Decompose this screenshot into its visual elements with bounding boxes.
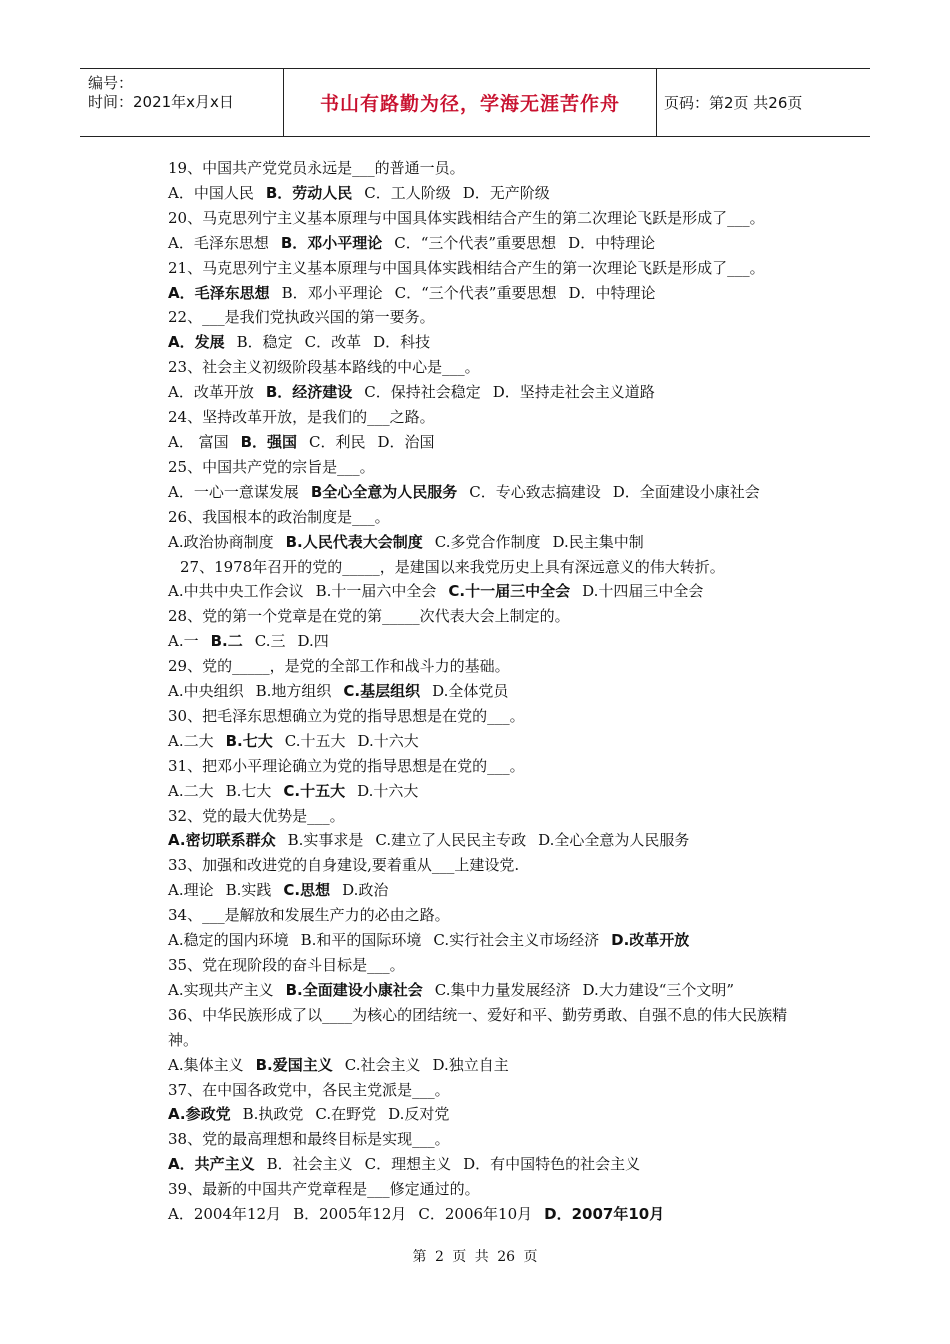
question-text: 31、把邓小平理论确立为党的指导思想是在党的___。	[168, 756, 525, 775]
question-options	[168, 629, 808, 654]
document-code-label: 编号：	[88, 74, 134, 92]
answer-option-correct: B.七大	[225, 731, 273, 750]
answer-option: B.地方组织	[255, 682, 332, 701]
question-options	[168, 181, 808, 206]
answer-option: A.二大	[168, 781, 214, 800]
answer-option-correct: B.爱国主义	[255, 1055, 333, 1074]
answer-option: A.政治协商制度	[168, 532, 274, 551]
answer-option: D．坚持走社会主义道路	[492, 383, 655, 402]
answer-option: C.建立了人民民主专政	[375, 831, 527, 850]
answer-option-correct: A.参政党	[168, 1105, 231, 1124]
question-text: 25、中国共产党的宗旨是___。	[168, 457, 375, 476]
answer-option: D.政治	[342, 881, 389, 900]
answer-option: C．改革	[304, 333, 362, 352]
answer-option: A.稳定的国内环境	[168, 931, 289, 950]
answer-option-correct: B．经济建设	[265, 383, 353, 402]
question-options	[168, 779, 808, 804]
header-motto-cell	[284, 69, 657, 136]
question-options	[168, 828, 808, 853]
answer-option-correct: B.人民代表大会制度	[285, 532, 423, 551]
question-options	[168, 978, 808, 1003]
answer-option: C．“三个代表”重要思想	[394, 233, 557, 252]
answer-option: C.多党合作制度	[434, 532, 541, 551]
answer-option: C.十五大	[284, 731, 346, 750]
answer-option-correct: D．2007年10月	[544, 1205, 665, 1224]
answer-option: C．工人阶级	[364, 183, 451, 202]
answer-option: C．专心致志搞建设	[469, 482, 601, 501]
answer-option: A.集体主义	[168, 1055, 244, 1074]
answer-option: D.反对党	[388, 1105, 450, 1124]
answer-option: D．治国	[377, 432, 435, 451]
answer-option: B．邓小平理论	[281, 283, 383, 302]
answer-option: D.十六大	[357, 781, 419, 800]
question-text: 38、党的最高理想和最终目标是实现___。	[168, 1130, 450, 1149]
question-options	[168, 579, 808, 604]
question-list	[168, 156, 808, 1227]
answer-option-correct: B.二	[210, 632, 243, 651]
page-header	[80, 68, 870, 137]
question-options	[168, 928, 808, 953]
answer-option: B.执政党	[242, 1105, 304, 1124]
question-text: 21、马克思列宁主义基本原理与中国具体实践相结合产生的第一次理论飞跃是形成了___。	[168, 258, 765, 277]
answer-option: A．一心一意谋发展	[168, 482, 299, 501]
answer-option: C.三	[254, 632, 286, 651]
answer-option: D.独立自主	[432, 1055, 509, 1074]
answer-option: D．有中国特色的社会主义	[463, 1155, 641, 1174]
answer-option: C.在野党	[315, 1105, 377, 1124]
question-text: 35、党在现阶段的奋斗目标是___。	[168, 956, 405, 974]
answer-option: A． 富国	[168, 432, 229, 451]
page-footer: 第 2 页 共 26 页	[412, 1249, 538, 1265]
answer-option-correct: B．邓小平理论	[280, 233, 383, 252]
question-options	[168, 530, 808, 555]
answer-option: A．改革开放	[168, 383, 254, 402]
question-text: 28、党的第一个党章是在党的第_____次代表大会上制定的。	[168, 607, 570, 626]
answer-option: D．无产阶级	[462, 183, 550, 202]
answer-option: A．毛泽东思想	[168, 233, 269, 252]
answer-option-correct: A．共产主义	[168, 1155, 255, 1174]
question-options	[168, 1152, 808, 1177]
question-options	[168, 330, 808, 355]
question-options	[168, 1102, 808, 1127]
answer-option: C.实行社会主义市场经济	[433, 931, 600, 950]
question-text: 19、中国共产党党员永远是___的普通一员。	[168, 159, 465, 177]
question-options	[168, 1202, 808, 1227]
question-text: 37、在中国各政党中，各民主党派是___。	[168, 1080, 450, 1099]
question-options	[168, 729, 808, 754]
question-options	[168, 281, 808, 306]
answer-option: C．理想主义	[364, 1155, 452, 1174]
question-text: 30、把毛泽东思想确立为党的指导思想是在党的___。	[168, 706, 525, 725]
answer-option: D.全体党员	[432, 682, 509, 701]
question-options	[168, 1053, 808, 1078]
answer-option: D．中特理论	[568, 233, 656, 252]
answer-option: C.集中力量发展经济	[434, 980, 571, 999]
answer-option-correct: B．强国	[240, 432, 298, 451]
question-text: 23、社会主义初级阶段基本路线的中心是___。	[168, 358, 480, 377]
header-motto: 书山有路勤为径，学海无涯苦作舟	[319, 93, 620, 115]
answer-option-correct: B.全面建设小康社会	[285, 980, 423, 999]
question-text: 26、我国根本的政治制度是___。	[168, 507, 390, 526]
question-options	[168, 430, 808, 455]
answer-option: A．中国人民	[168, 183, 254, 202]
answer-option-correct: C.思想	[283, 881, 331, 900]
question-options	[168, 480, 808, 505]
answer-option: B．稳定	[236, 333, 293, 352]
answer-option-correct: B．劳动人民	[265, 183, 353, 202]
question-text: 39、最新的中国共产党章程是___修定通过的。	[168, 1180, 480, 1199]
answer-option-correct: A.密切联系群众	[168, 831, 276, 850]
answer-option: A.实现共产主义	[168, 980, 274, 999]
question-text: 24、坚持改革开放，是我们的___之路。	[168, 408, 435, 427]
answer-option: B.七大	[225, 781, 272, 800]
question-text: 27、1978年召开的党的_____，是建国以来我党历史上具有深远意义的伟大转折。	[180, 557, 725, 576]
answer-option: B.实践	[225, 881, 272, 900]
question-options	[168, 231, 808, 256]
answer-option: A.一	[168, 632, 199, 651]
answer-option: B．社会主义	[266, 1155, 353, 1174]
answer-option: D．中特理论	[568, 283, 656, 302]
answer-option: B.实事求是	[287, 831, 364, 850]
question-text: 20、马克思列宁主义基本原理与中国具体实践相结合产生的第二次理论飞跃是形成了___。	[168, 208, 765, 227]
question-options	[168, 380, 808, 405]
question-text: 34、___是解放和发展生产力的必由之路。	[168, 906, 450, 925]
question-options	[168, 878, 808, 903]
question-text: 29、党的_____，是党的全部工作和战斗力的基础。	[168, 657, 510, 676]
header-page-info: 页码：第2页 共26页	[664, 94, 803, 112]
answer-option: D．全面建设小康社会	[612, 482, 760, 501]
answer-option: D.全心全意为人民服务	[538, 831, 690, 850]
answer-option-correct: D.改革开放	[611, 931, 690, 950]
answer-option: D.十四届三中全会	[582, 582, 704, 601]
question-text: 33、加强和改进党的自身建设,要着重从___上建设党.	[168, 856, 520, 875]
question-text: 22、___是我们党执政兴国的第一要务。	[168, 308, 435, 327]
answer-option-correct: A．发展	[168, 333, 225, 352]
answer-option-correct: B全心全意为人民服务	[310, 482, 458, 501]
answer-option: B.十一届六中全会	[315, 582, 437, 601]
document-date: 时间：2021年x月x日	[88, 93, 234, 111]
answer-option: B.和平的国际环境	[300, 931, 422, 950]
answer-option: D.十六大	[357, 731, 419, 750]
answer-option: A.中央组织	[168, 682, 244, 701]
header-left-cell	[80, 69, 284, 136]
answer-option-correct: C.十一届三中全会	[448, 582, 571, 601]
question-options	[168, 679, 808, 704]
answer-option-correct: C.十五大	[283, 781, 346, 800]
answer-option-correct: C.基层组织	[343, 682, 421, 701]
answer-option: D.大力建设“三个文明”	[582, 980, 735, 999]
answer-option: C．2006年10月	[418, 1205, 533, 1224]
answer-option-correct: A．毛泽东思想	[168, 283, 270, 302]
question-text: 36、中华民族形成了以____为核心的团结统一、爱好和平、勤劳勇敢、自强不息的伟大民族精神。	[168, 1005, 788, 1049]
answer-option: C.社会主义	[344, 1055, 421, 1074]
answer-option: A.理论	[168, 881, 214, 900]
answer-option: B．2005年12月	[293, 1205, 407, 1224]
answer-option: C．利民	[309, 432, 366, 451]
question-text: 32、党的最大优势是___。	[168, 806, 345, 825]
answer-option: C．“三个代表”重要思想	[394, 283, 557, 302]
header-page-cell	[657, 69, 870, 136]
answer-option: A.二大	[168, 731, 214, 750]
answer-option: A.中共中央工作会议	[168, 582, 304, 601]
answer-option: D．科技	[373, 333, 431, 352]
answer-option: A．2004年12月	[168, 1205, 282, 1224]
answer-option: C．保持社会稳定	[364, 383, 481, 402]
answer-option: D.民主集中制	[552, 532, 644, 551]
answer-option: D.四	[297, 632, 329, 651]
